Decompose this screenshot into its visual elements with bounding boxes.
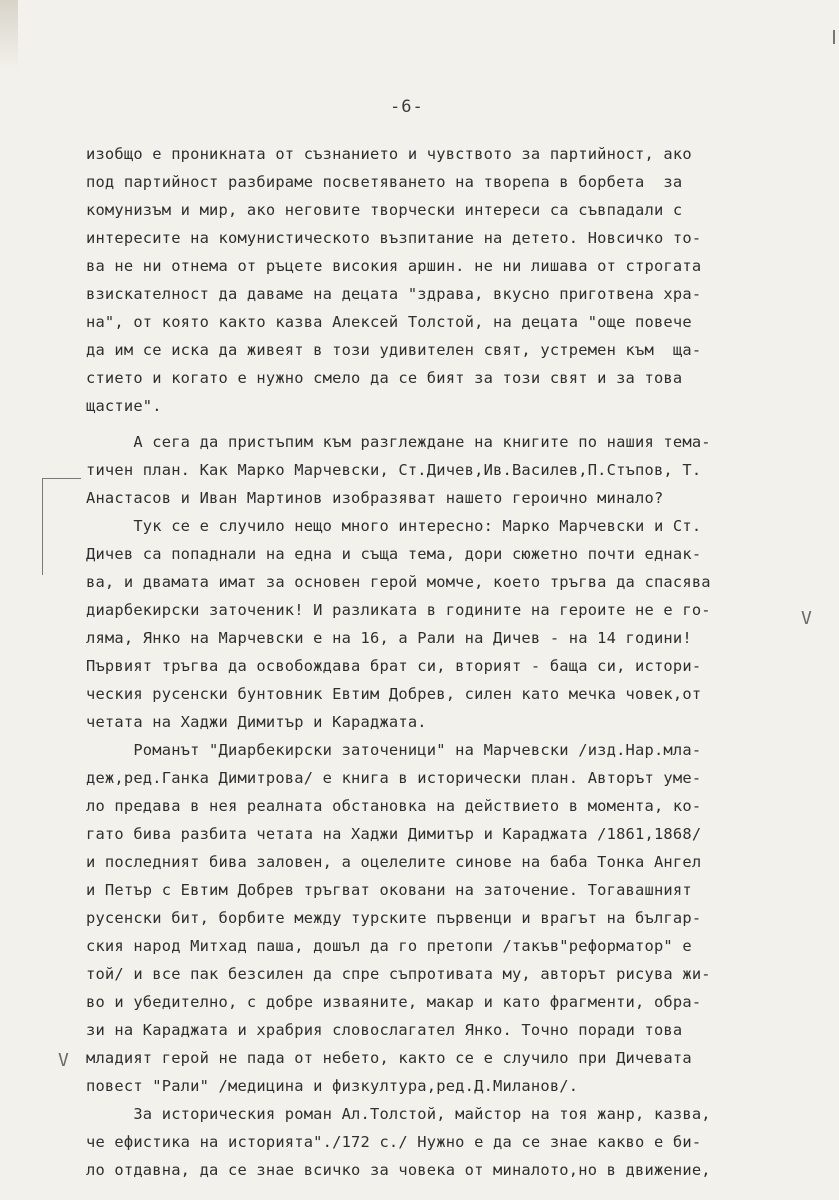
text-line: комунизъм и мир, ако неговите творчески интереси са съвпадали с [86,201,683,219]
text-line: и последният бива заловен, а оцелелите синове на баба Тонка Ангел [86,853,702,871]
text-line: четата на Хаджи Димитър и Караджата. [86,713,427,731]
text-line: ло отдавна, да се знае всичко за човека от миналото,но в движение, [86,1161,711,1179]
text-line: ва не ни отнема от ръцете високия аршин. не ни лишава от строгата [86,257,702,275]
paragraph-gap [86,420,786,428]
text-line: во и убедително, с добре изваяните, макар и като фрагменти, обра- [86,993,702,1011]
text-line: взискателност да даваме на децата "здрава, вкусно приготвена хра- [86,285,702,303]
text-line: и Петър с Евтим Добрев тръгват оковани на заточение. Тогавашният [86,881,692,899]
text-line: А сега да пристъпим към разглеждане на книгите по нашия тема- [86,433,711,451]
text-line: щастие". [86,397,162,415]
text-line: под партийност разбираме посветяването на творепа в борбета за [86,173,683,191]
text-line: ло предава в нея реалната обстановка на действието в момента, ко- [86,797,702,815]
text-line: той/ и все пак безсилен да спре съпротивата му, авторът рисува жи- [86,965,711,983]
text-line: русенски бит, борбите между турските първенци и врагът на българ- [86,909,702,927]
text-line: стието и когато е нужно смело да се бият за този свят и за това [86,369,683,387]
edge-mark [833,30,835,44]
text-line: деж,ред.Ганка Димитрова/ е книга в исторически план. Авторът уме- [86,769,702,787]
text-line: повест "Рали" /медицина и физкултура,ред.Д.Миланов/. [86,1077,579,1095]
text-line: младият герой не пада от небето, както се е случило при Дичевата [86,1049,692,1067]
text-line: ва, и двамата имат за основен герой момче, което тръгва да спасява [86,573,711,591]
text-line: За историческия роман Ал.Толстой, майстор на тоя жанр, казва, [86,1105,711,1123]
text-line: ския народ Митхад паша, дошъл да го претопи /такъв"реформатор" е [86,937,692,955]
text-line: Анастасов и Иван Мартинов изобразяват нашето героично минало? [86,489,664,507]
text-line: ческия русенски бунтовник Евтим Добрев, силен като мечка човек,от [86,685,702,703]
text-line: ляма, Янко на Марчевски е на 16, а Рали на Дичев - на 14 години! [86,629,692,647]
text-line: да им се иска да живеят в този удивителен свят, устремен към ща- [86,341,702,359]
margin-bracket-mark [42,478,81,575]
text-line: че ефистика на историята"./172 с./ Нужно е да се знае какво е би- [86,1133,702,1151]
text-line: гато бива разбита четата на Хаджи Димитър и Караджата /1861,1868/ [86,825,702,843]
typewritten-body [86,140,786,1184]
text-line: изобщо е проникната от съзнанието и чувството за партийност, ако [86,145,692,163]
margin-check-mark-right: V [801,608,812,629]
page-number: -6- [390,97,424,117]
margin-check-mark-left: V [58,1050,69,1071]
text-line: Дичев са попаднали на една и съща тема, дори сюжетно почти еднак- [86,545,702,563]
text-line: диарбекирски заточеник! И разликата в годините на героите не е го- [86,601,711,619]
text-line: Тук се е случило нещо много интересно: Марко Марчевски и Ст. [86,517,702,535]
paper-edge-shadow [0,0,18,70]
text-line: зи на Караджата и храбрия словослагател Янко. Точно поради това [86,1021,683,1039]
text-line: Първият тръгва да освобождава брат си, вторият - баща си, истори- [86,657,702,675]
text-line: тичен план. Как Марко Марчевски, Ст.Дичев,Ив.Василев,П.Стъпов, Т. [86,461,702,479]
text-line: Романът "Диарбекирски заточеници" на Марчевски /изд.Нар.мла- [86,741,702,759]
text-line: интересите на комунистическото възпитание на детето. Новсичко то- [86,229,702,247]
text-line: на", от която както казва Алексей Толстой, на децата "още повече [86,313,692,331]
